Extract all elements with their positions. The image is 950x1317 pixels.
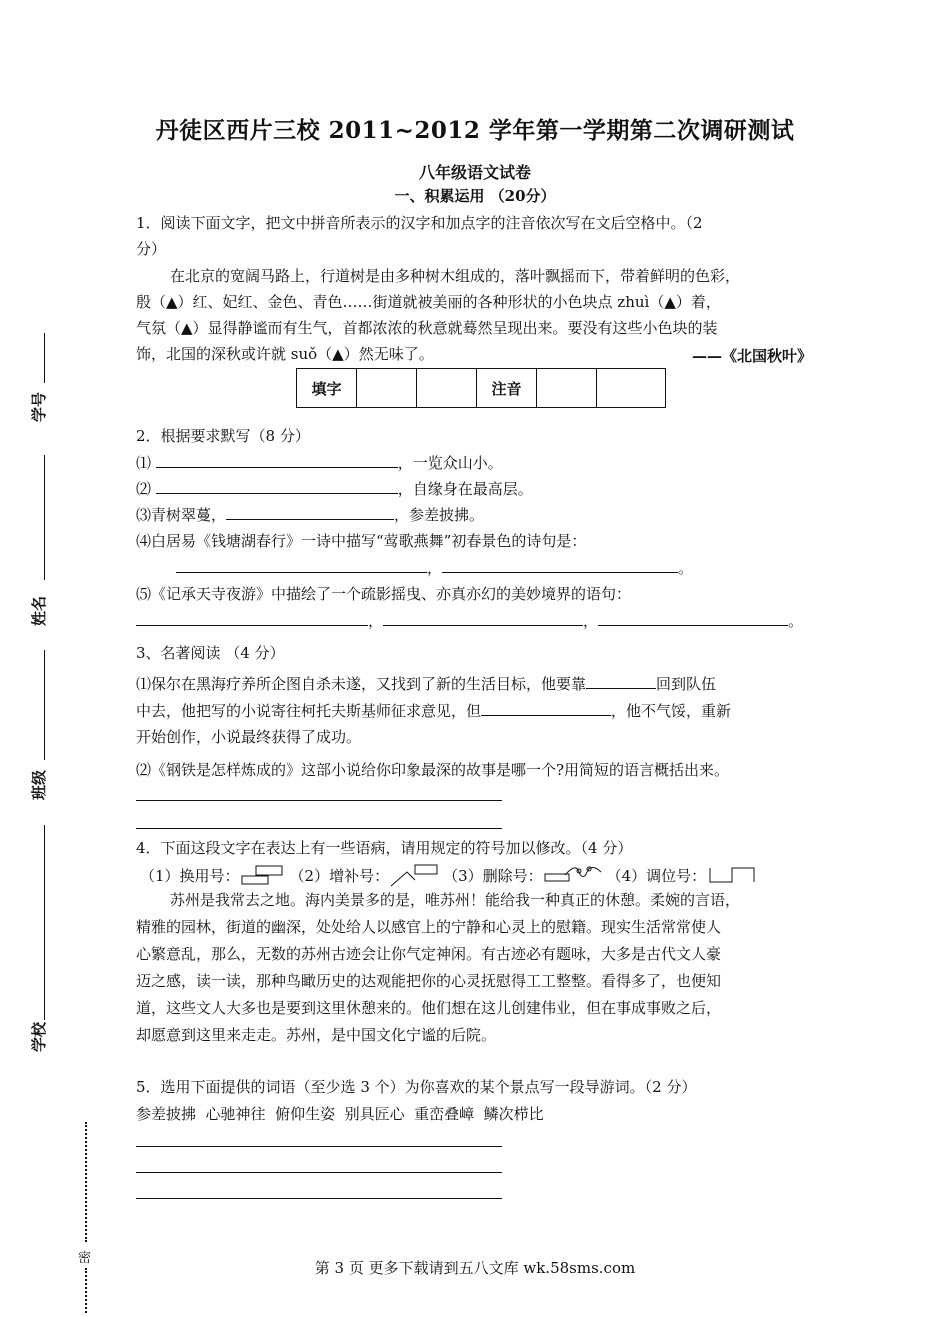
section-heading: 一、积累运用 （20分） [394, 187, 556, 205]
q4-passage-line6: 却愿意到这里来走走。苏州，是中国文化宁谧的后院。 [136, 1026, 497, 1044]
q1-passage-line2: 殷（▲）红、妃红、金色、青色……街道就被美丽的各种形状的小色块点 zhuì（▲）着， [136, 293, 721, 311]
q3-blank-1[interactable] [586, 674, 656, 689]
binding-line-2 [44, 455, 45, 580]
q4-sym4-label: （4）调位号： [606, 866, 707, 885]
fill-char-cell-1[interactable] [357, 369, 417, 408]
name-label: 姓名 [30, 595, 48, 626]
q1-passage-line3: 气氛（▲）显得静谧而有生气，首都浓浓的秋意就蓦然呈现出来。要没有这些小色块的装 [136, 319, 718, 337]
delete-mark-icon [543, 864, 603, 886]
q2-item5-blank-2[interactable] [383, 611, 583, 626]
q2-item5-answer [136, 610, 803, 631]
q2-item5: ⑸《记承天寺夜游》中描绘了一个疏影摇曳、亦真亦幻的美妙境界的语句： [136, 585, 632, 603]
q2-item1 [136, 452, 503, 473]
fill-char-label: 填字 [297, 369, 357, 408]
q2-item3-prefix: ⑶青树翠蔓， [136, 506, 227, 524]
q4-passage-line3: 心繁意乱，那么，无数的苏州古迹会让你气定神闲。有古迹必有题咏，大多是古代文人豪 [136, 945, 722, 963]
q3-part1-a: ⑴保尔在黑海疗养所企图自杀未遂，又找到了新的生活目标，他要靠 [136, 675, 587, 693]
q2-item5-sep1: ， [368, 612, 384, 630]
q2-item5-blank-1[interactable] [136, 611, 368, 626]
binding-line-3 [44, 650, 45, 760]
seal-dotted-line-1 [85, 1122, 87, 1242]
q2-item4: ⑷白居易《钱塘湖春行》一诗中描写“莺歌燕舞”初春景色的诗句是： [136, 532, 587, 550]
q4-symbols [140, 862, 758, 888]
q5-answer-line-2[interactable] [136, 1172, 502, 1173]
q4-sym1-label: （1）换用号： [140, 866, 240, 885]
pinyin-label: 注音 [477, 369, 537, 408]
q3-part1-d: ，他不气馁，重新 [611, 702, 732, 720]
q1-stem-line2: 分） [136, 240, 167, 258]
q3-part1-c: 中去，他把写的小说寄往柯托夫斯基师征求意见，但 [136, 702, 482, 720]
q5-answer-line-3[interactable] [136, 1198, 502, 1199]
q2-item5-end: 。 [788, 612, 804, 630]
q2-item4-answer [176, 557, 693, 578]
page-footer: 第 3 页 更多下载请到五八文库 wk.58sms.com [314, 1259, 636, 1277]
q4-passage-line1: 苏州是我常去之地。海内美景多的是，唯苏州！能给我一种真正的休憩。柔婉的言语， [170, 891, 741, 909]
q2-item1-blank[interactable] [156, 453, 398, 468]
insert-mark-icon [389, 862, 441, 888]
q4-passage-line2: 精雅的园林，街道的幽深，处处给人以感官上的宁静和心灵上的慰籍。现实生活常常使人 [136, 918, 722, 936]
q2-item2 [136, 478, 533, 499]
q4-passage-line5: 道，这些文人大多也是要到这里休憩来的。他们想在这儿创建伟业，但在事成事败之后， [136, 999, 722, 1017]
binding-line-4 [44, 825, 45, 1020]
q2-item3-suffix: ，参差披拂。 [394, 506, 485, 524]
q2-item3 [136, 504, 484, 525]
q5-word-list: 参差披拂 心驰神往 俯仰生姿 别具匠心 重峦叠嶂 鳞次栉比 [136, 1105, 544, 1123]
q3-answer-line-2[interactable] [136, 828, 502, 829]
q2-item4-end: 。 [678, 559, 694, 577]
q2-item2-text: ，自缘身在最高层。 [397, 480, 533, 498]
q4-stem: 4．下面这段文字在表达上有一些语病，请用规定的符号加以修改。（4 分） [136, 839, 633, 857]
pinyin-cell-2[interactable] [597, 369, 666, 408]
q3-part1-line2 [136, 700, 731, 721]
q2-item2-blank[interactable] [156, 479, 398, 494]
seal-label: 密 [78, 1251, 92, 1266]
binding-line-1 [44, 333, 45, 383]
q4-passage-line4: 迈之感，读一读，那种鸟瞰历史的达观能把你的心灵抚慰得工工整整。看得多了，也便知 [136, 972, 722, 990]
q4-sym3-label: （3）删除号： [443, 866, 543, 885]
q2-item3-blank[interactable] [226, 505, 394, 520]
q3-part2: ⑵《钢铁是怎样炼成的》这部小说给你印象最深的故事是哪一个?用简短的语言概括出来。 [136, 761, 730, 779]
q2-item4-blank-1[interactable] [176, 558, 427, 573]
q2-item1-text: ，一览众山小。 [397, 454, 503, 472]
q2-item4-sep: ， [427, 559, 443, 577]
transpose-mark-icon [706, 864, 758, 886]
q2-item5-sep2: ， [583, 612, 599, 630]
q1-source: ——《北国秋叶》 [691, 347, 812, 365]
q3-answer-line-1[interactable] [136, 800, 502, 801]
q3-part1-line3: 开始创作，小说最终获得了成功。 [136, 728, 362, 746]
exam-title: 丹徒区西片三校 2011~2012 学年第一学期第二次调研测试 [155, 117, 795, 144]
replace-mark-icon [240, 864, 286, 886]
q3-part1-b: 回到队伍 [656, 675, 717, 693]
student-id-label: 学号 [30, 391, 48, 422]
q1-passage-line4: 饰，北国的深秋或许就 suǒ（▲）然无味了。 [136, 345, 434, 363]
pinyin-cell-1[interactable] [537, 369, 597, 408]
q2-item2-number: ⑵ [136, 480, 152, 498]
q1-answer-table [296, 368, 666, 408]
q2-item1-number: ⑴ [136, 454, 152, 472]
q2-item4-blank-2[interactable] [442, 558, 678, 573]
q4-sym2-label: （2）增补号： [289, 866, 390, 885]
q5-answer-line-1[interactable] [136, 1146, 502, 1147]
q5-stem: 5．选用下面提供的词语（至少选 3 个）为你喜欢的某个景点写一段导游词。（2 分） [136, 1078, 697, 1096]
q3-part1-line1 [136, 673, 716, 694]
class-label: 班级 [30, 769, 48, 800]
school-label: 学校 [30, 1021, 48, 1052]
q3-stem: 3、名著阅读 （4 分） [136, 644, 285, 662]
q1-stem-line1: 1．阅读下面文字，把文中拼音所表示的汉字和加点字的注音依次写在文后空格中。（2 [136, 214, 703, 232]
fill-char-cell-2[interactable] [417, 369, 477, 408]
q3-blank-2[interactable] [481, 701, 611, 716]
exam-subtitle: 八年级语文试卷 [418, 163, 531, 182]
q2-stem: 2．根据要求默写（8 分） [136, 427, 310, 445]
q2-item5-blank-3[interactable] [598, 611, 788, 626]
q1-passage-line1: 在北京的宽阔马路上，行道树是由多种树木组成的，落叶飘摇而下，带着鲜明的色彩， [170, 267, 741, 285]
